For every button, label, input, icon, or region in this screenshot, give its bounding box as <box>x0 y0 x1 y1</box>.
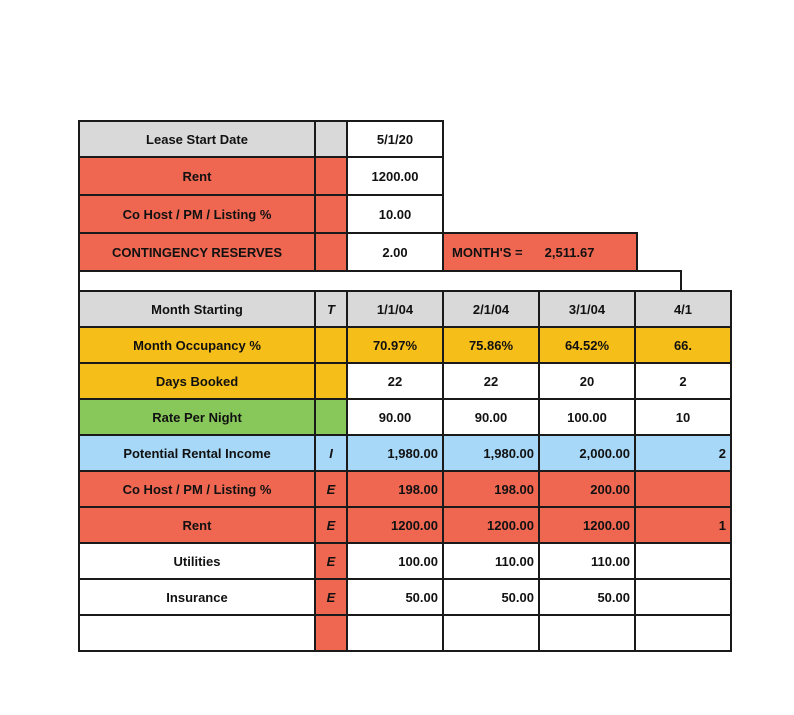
row-label: Rent <box>78 506 316 544</box>
lease-start-label: Lease Start Date <box>78 120 316 158</box>
row-label: Month Occupancy % <box>78 326 316 364</box>
value-cell[interactable]: 22 <box>346 362 444 400</box>
month-header-cell: 3/1/04 <box>538 290 636 328</box>
value-cell[interactable]: 75.86% <box>442 326 540 364</box>
type-cell <box>314 326 348 364</box>
value-cell[interactable]: 10 <box>634 398 732 436</box>
type-cell: T <box>314 290 348 328</box>
value-cell[interactable]: 2 <box>634 434 732 472</box>
row-label: Days Booked <box>78 362 316 400</box>
value-cell[interactable]: 200.00 <box>538 470 636 508</box>
type-cell: E <box>314 578 348 616</box>
months-value: 2,511.67 <box>544 244 595 260</box>
value-cell[interactable]: 1,980.00 <box>442 434 540 472</box>
value-cell[interactable]: 1,980.00 <box>346 434 444 472</box>
value-cell[interactable]: 64.52% <box>538 326 636 364</box>
months-total-cell <box>442 232 638 272</box>
cohost-value[interactable]: 10.00 <box>346 194 444 234</box>
cohost-label: Co Host / PM / Listing % <box>78 194 316 234</box>
header-label: Month Starting <box>78 290 316 328</box>
value-cell[interactable]: 66. <box>634 326 732 364</box>
month-header-cell: 4/1 <box>634 290 732 328</box>
row-label: Utilities <box>78 542 316 580</box>
value-cell[interactable]: 20 <box>538 362 636 400</box>
value-cell[interactable]: 1200.00 <box>442 506 540 544</box>
months-label: MONTH'S = <box>452 244 523 260</box>
value-cell[interactable]: 70.97% <box>346 326 444 364</box>
rent-label: Rent <box>78 156 316 196</box>
rent-value[interactable]: 1200.00 <box>346 156 444 196</box>
value-cell[interactable] <box>634 542 732 580</box>
type-cell <box>314 120 348 158</box>
row-label: Potential Rental Income <box>78 434 316 472</box>
row-label: Rate Per Night <box>78 398 316 436</box>
value-cell[interactable]: 2 <box>634 362 732 400</box>
value-cell[interactable]: 50.00 <box>538 578 636 616</box>
value-cell[interactable]: 50.00 <box>442 578 540 616</box>
spacer-row <box>78 270 682 292</box>
type-cell <box>314 398 348 436</box>
type-cell <box>314 232 348 272</box>
month-header-cell: 2/1/04 <box>442 290 540 328</box>
value-cell[interactable]: 100.00 <box>346 542 444 580</box>
type-cell <box>314 194 348 234</box>
value-cell[interactable]: 198.00 <box>346 470 444 508</box>
row-label <box>78 614 316 652</box>
value-cell[interactable]: 22 <box>442 362 540 400</box>
type-cell <box>314 362 348 400</box>
value-cell[interactable]: 1 <box>634 506 732 544</box>
value-cell[interactable]: 110.00 <box>442 542 540 580</box>
value-cell[interactable] <box>346 614 444 652</box>
contingency-label: CONTINGENCY RESERVES <box>78 232 316 272</box>
value-cell[interactable]: 1200.00 <box>346 506 444 544</box>
value-cell[interactable]: 2,000.00 <box>538 434 636 472</box>
type-cell: E <box>314 470 348 508</box>
value-cell[interactable]: 110.00 <box>538 542 636 580</box>
month-header-cell: 1/1/04 <box>346 290 444 328</box>
type-cell: I <box>314 434 348 472</box>
value-cell[interactable] <box>442 614 540 652</box>
lease-start-value[interactable]: 5/1/20 <box>346 120 444 158</box>
type-cell <box>314 156 348 196</box>
value-cell[interactable]: 90.00 <box>346 398 444 436</box>
value-cell[interactable]: 1200.00 <box>538 506 636 544</box>
type-cell <box>314 614 348 652</box>
value-cell[interactable] <box>538 614 636 652</box>
row-label: Co Host / PM / Listing % <box>78 470 316 508</box>
value-cell[interactable]: 198.00 <box>442 470 540 508</box>
spreadsheet <box>78 120 726 642</box>
value-cell[interactable] <box>634 470 732 508</box>
value-cell[interactable] <box>634 578 732 616</box>
value-cell[interactable] <box>634 614 732 652</box>
value-cell[interactable]: 90.00 <box>442 398 540 436</box>
type-cell: E <box>314 506 348 544</box>
value-cell[interactable]: 100.00 <box>538 398 636 436</box>
value-cell[interactable]: 50.00 <box>346 578 444 616</box>
row-label: Insurance <box>78 578 316 616</box>
contingency-value[interactable]: 2.00 <box>346 232 444 272</box>
type-cell: E <box>314 542 348 580</box>
